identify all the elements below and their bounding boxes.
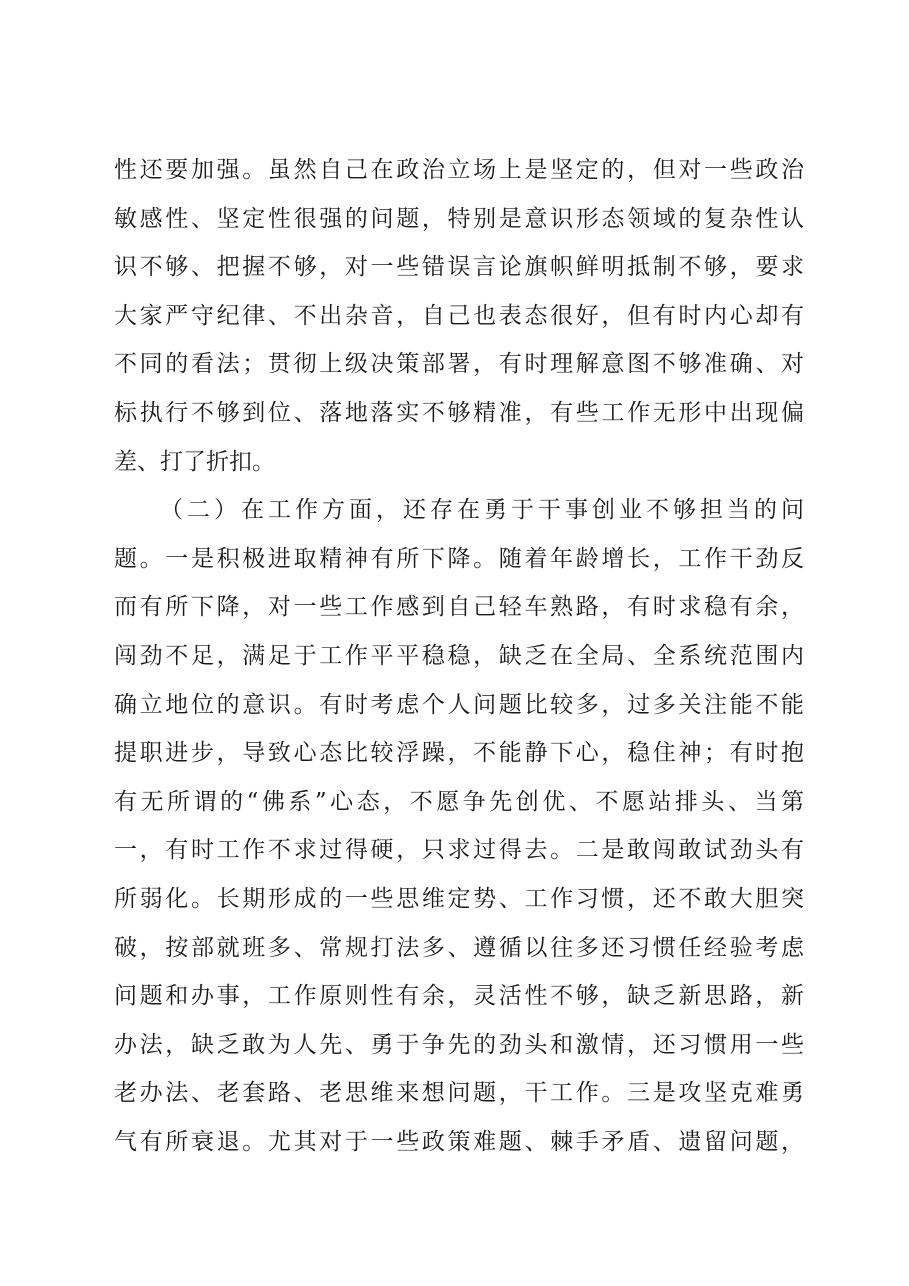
text-line: 而有所下降，对一些工作感到自己轻车熟路，有时求稳有余， [114,594,804,621]
text-line: 大家严守纪律、不出杂音，自己也表态很好，但有时内心却有 [114,302,804,329]
text-line: 闯劲不足，满足于工作平平稳稳，缺乏在全局、全系统范围内 [114,642,804,669]
text-line: 不同的看法；贯彻上级决策部署，有时理解意图不够准确、对 [114,351,804,378]
body-text [114,146,804,1166]
text-line: 敏感性、坚定性很强的问题，特别是意识形态领域的复杂性认 [114,205,804,232]
text-line: 识不够、把握不够，对一些错误言论旗帜鲜明抵制不够，要求 [114,254,804,281]
section-heading-line: （二）在工作方面，还存在勇于干事创业不够担当的问 [160,497,804,524]
text-line: 老办法、老套路、老思维来想问题，干工作。三是攻坚克难勇 [114,1080,804,1107]
text-line: 有无所谓的“佛系”心态，不愿争先创优、不愿站排头、当第 [114,788,804,815]
text-line: 问题和办事，工作原则性有余，灵活性不够，缺乏新思路，新 [114,983,804,1010]
text-line: 办法，缺乏敢为人先、勇于争先的劲头和激情，还习惯用一些 [114,1031,804,1058]
text-line: 确立地位的意识。有时考虑个人问题比较多，过多关注能不能 [114,691,804,718]
text-line: 差、打了折扣。 [114,448,275,475]
text-line: 所弱化。长期形成的一些思维定势、工作习惯，还不敢大胆突 [114,885,804,912]
text-line: 题。一是积极进取精神有所下降。随着年龄增长，工作干劲反 [114,545,804,572]
text-line: 气有所衰退。尤其对于一些政策难题、棘手矛盾、遗留问题， [114,1128,804,1155]
text-line: 破，按部就班多、常规打法多、遵循以往多还习惯任经验考虑 [114,934,804,961]
text-line: 标执行不够到位、落地落实不够精准，有些工作无形中出现偏 [114,399,804,426]
text-line: 一，有时工作不求过得硬，只求过得去。二是敢闯敢试劲头有 [114,837,804,864]
text-line: 提职进步，导致心态比较浮躁，不能静下心，稳住神；有时抱 [114,740,804,767]
text-line: 性还要加强。虽然自己在政治立场上是坚定的，但对一些政治 [114,157,804,183]
